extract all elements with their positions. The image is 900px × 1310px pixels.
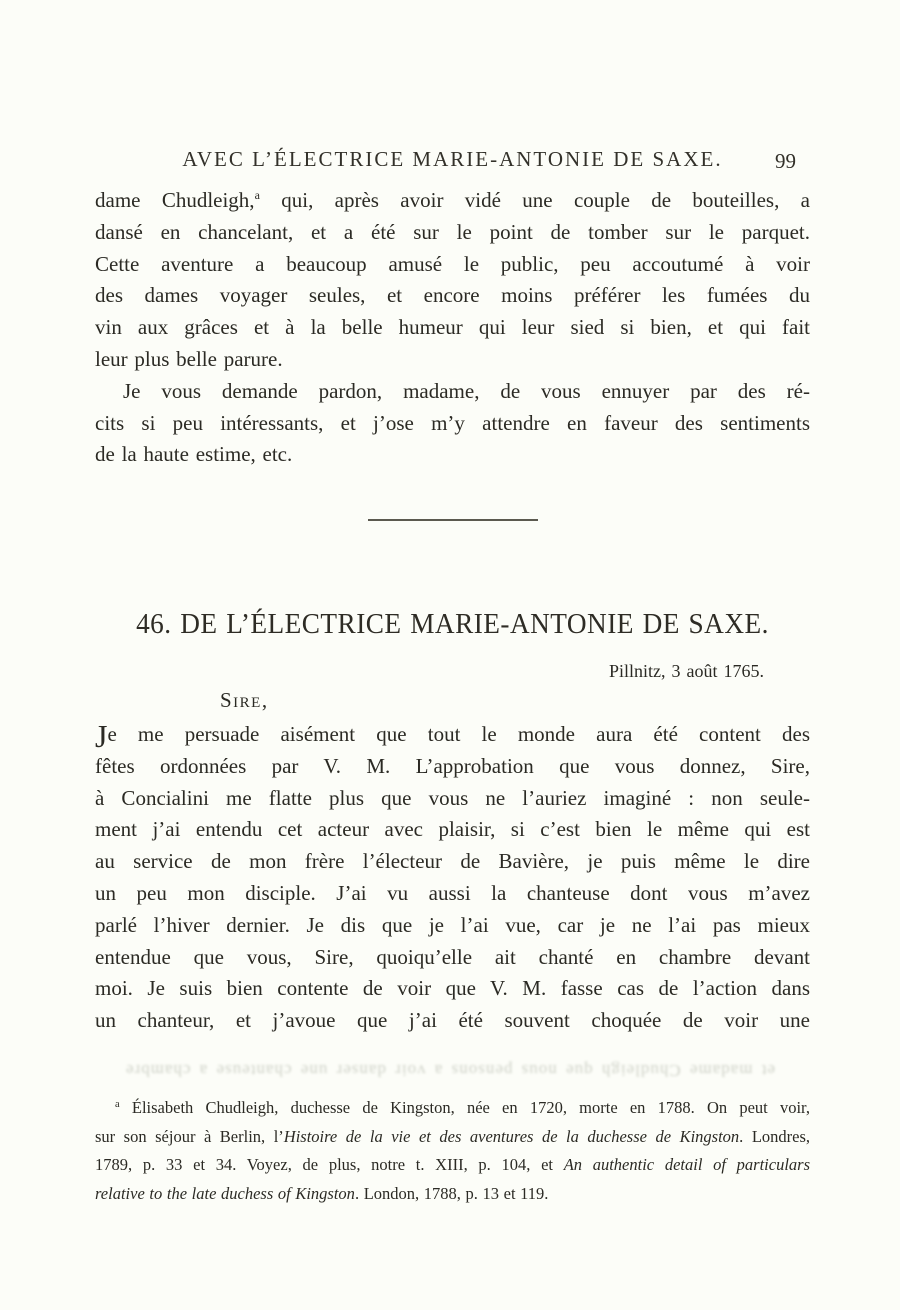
text-line [95, 1151, 810, 1180]
text-segment: 1789, p. 33 et 34. Voyez, de plus, notre t. XIII, p. 104, et [95, 1155, 564, 1175]
text-segment: dansé en chancelant, et a été sur le point de tomber sur le parquet. [95, 219, 810, 244]
text-line [95, 846, 810, 878]
bleed-through-ghost-text: et madame Chudleigh que nous pensons a voir danser une chanteuse a chambre [124, 1061, 776, 1080]
text-line [95, 910, 810, 942]
text-segment: parlé l’hiver dernier. Je dis que je l’ai vue, car je ne l’ai pas mieux [95, 912, 810, 937]
text-segment: qui, après avoir vidé une couple de bouteilles, a [259, 188, 810, 212]
text-segment: . Londres, [739, 1126, 811, 1146]
page-number: 99 [775, 149, 796, 173]
text-line [95, 376, 810, 408]
paragraph-continuation [95, 185, 810, 376]
text-line [95, 280, 810, 312]
text-segment: Cette aventure a beaucoup amusé le public, peu accoutumé à voir [95, 251, 810, 276]
text-segment: un peu mon disciple. J’ai vu aussi la chanteuse dont vous m’avez [95, 880, 810, 905]
footnote [95, 1094, 810, 1208]
text-segment: vin aux grâces et à la belle humeur qui leur sied si bien, et qui fait [95, 315, 810, 340]
text-line [95, 973, 810, 1005]
text-segment: e me persuade aisément que tout le monde aura été content des [107, 721, 810, 746]
letter-heading: 46. DE L’ÉLECTRICE MARIE-ANTONIE DE SAXE. [136, 608, 769, 641]
running-header-title: AVEC L’ÉLECTRICE MARIE-ANTONIE DE SAXE. [182, 147, 723, 171]
letter-dateline: Pillnitz, 3 août 1765. [609, 660, 764, 681]
text-line [95, 344, 810, 376]
text-line [95, 1180, 810, 1209]
text-segment: un chanteur, et j’avoue que j’ai été souvent choquée de voir une [95, 1008, 810, 1033]
text-segment: sur son séjour à Berlin, l’ [95, 1126, 284, 1146]
text-line [95, 439, 810, 471]
text-segment: ment j’ai entendu cet acteur avec plaisir, si c’est bien le même qui est [95, 817, 810, 842]
text-segment: An authentic detail of particulars [563, 1155, 810, 1175]
text-line [95, 942, 810, 974]
text-line [95, 751, 810, 783]
text-segment: leur plus belle parure. [95, 346, 283, 371]
text-segment: de la haute estime, etc. [95, 442, 293, 467]
paragraph-closing [95, 376, 810, 471]
text-segment: Histoire de la vie et des aventures de la duchesse de Kingston [283, 1126, 740, 1146]
text-line [95, 1005, 810, 1037]
text-line [95, 1094, 810, 1123]
text-segment: dame Chudleigh, [95, 188, 255, 212]
text-segment: . London, 1788, p. 13 et 119. [354, 1183, 549, 1203]
text-segment: J [95, 717, 108, 754]
text-segment: moi. Je suis bien contente de voir que V. M. fasse cas de l’action dans [95, 976, 810, 1001]
text-segment: fêtes ordonnées par V. M. L’approbation que vous donnez, Sire, [95, 753, 810, 778]
text-line [95, 249, 810, 281]
text-line [95, 217, 810, 249]
text-segment: des dames voyager seules, et encore moins préférer les fumées du [95, 283, 810, 308]
letter-salutation: Sire, [220, 687, 269, 712]
text-line [95, 408, 810, 440]
text-segment: cits si peu intéressants, et j’ose m’y attendre en faveur des sentiments [95, 410, 810, 435]
text-line [95, 717, 810, 754]
text-column [95, 185, 810, 1037]
section-divider-rule [368, 519, 538, 521]
text-segment: à Concialini me flatte plus que vous ne l’auriez imaginé : non seule- [95, 785, 810, 810]
text-line [95, 783, 810, 815]
text-line [95, 814, 810, 846]
text-segment: Élisabeth Chudleigh, duchesse de Kingston, née en 1720, morte en 1788. On peut voir, [119, 1098, 810, 1117]
footnote-reference-mark: a [115, 1099, 120, 1110]
text-segment: entendue que vous, Sire, quoiqu’elle ait chanté en chambre devant [95, 944, 810, 969]
text-line [95, 185, 810, 217]
text-segment: au service de mon frère l’électeur de Bavière, je puis même le dire [95, 849, 810, 874]
letter-body [95, 719, 810, 1037]
text-line [95, 878, 810, 910]
footnote-reference-mark: a [254, 188, 260, 202]
text-segment: Je vous demande pardon, madame, de vous ennuyer par des ré- [123, 378, 810, 403]
text-line [95, 312, 810, 344]
text-line [95, 1123, 810, 1152]
text-segment: relative to the late duchess of Kingston [95, 1183, 355, 1203]
